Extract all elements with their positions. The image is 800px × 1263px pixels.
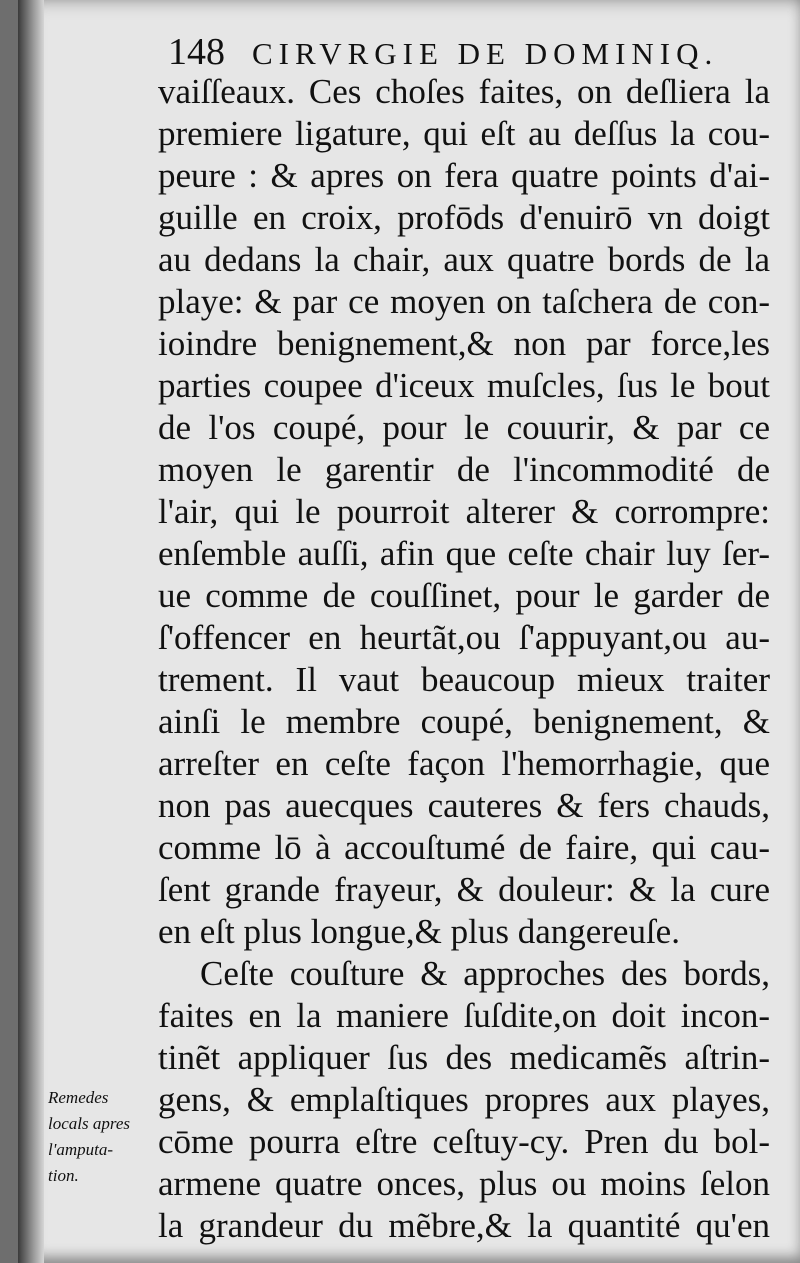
text-line: playe: & par ce moyen on taſchera de con- — [158, 282, 770, 321]
page-number: 148 — [168, 31, 225, 73]
text-line: parties coupee d'iceux muſcles, ſus le bout — [158, 366, 770, 405]
text-line: arreſter en ceſte façon l'hemorrhagie, que — [158, 744, 770, 783]
text-line: de l'os coupé, pour le couurir, & par ce — [158, 408, 770, 447]
text-line: armene quatre onces, plus ou moins ſelon — [158, 1164, 770, 1203]
text-line: ſ'offencer en heurtãt,ou ſ'appuyant,ou au- — [158, 618, 770, 657]
margin-note-line: l'amputa- — [48, 1140, 114, 1159]
text-line: en eſt plus longue,& plus dangereuſe. — [158, 912, 680, 951]
text-line: ue comme de couſſinet, pour le garder de — [158, 576, 770, 615]
text-line: guille en croix, profōds d'enuirō vn doigt — [158, 198, 770, 237]
text-line: tinẽt appliquer ſus des medicamẽs aſtrin- — [158, 1038, 770, 1077]
text-line: ainſi le membre coupé, benignement, & — [158, 702, 770, 741]
text-line: trement. Il vaut beaucoup mieux traiter — [158, 660, 770, 699]
margin-note-line: locals apres — [48, 1114, 131, 1133]
text-line: non pas auecques cauteres & fers chauds, — [158, 786, 770, 825]
text-line: gens, & emplaſtiques propres aux playes, — [158, 1080, 770, 1119]
text-line: faites en la maniere ſuſdite,on doit incon- — [158, 996, 770, 1035]
text-line: ſent grande frayeur, & douleur: & la cure — [158, 870, 770, 909]
text-line: peure : & apres on fera quatre points d'ai- — [158, 156, 770, 195]
text-line: premiere ligature, qui eſt au deſſus la cou- — [158, 114, 770, 153]
margin-note — [48, 1085, 148, 1189]
text-line: au dedans la chair, aux quatre bords de la — [158, 240, 770, 279]
text-line: cōme pourra eſtre ceſtuy-cy. Pren du bol- — [158, 1122, 770, 1161]
text-line: comme lō à accouſtumé de faire, qui cau- — [158, 828, 770, 867]
margin-note-line: Remedes — [48, 1088, 109, 1107]
text-line: l'air, qui le pourroit alterer & corrompre: — [158, 492, 770, 531]
margin-note-line: tion. — [48, 1166, 79, 1185]
text-line: moyen le garentir de l'incommodité de — [158, 450, 770, 489]
text-line: Ceſte couſture & approches des bords, — [200, 954, 770, 993]
text-line: vaiſſeaux. Ces choſes faites, on deſliera la — [158, 72, 770, 111]
text-line: enſemble auſſi, afin que ceſte chair luy ſer- — [158, 534, 770, 573]
running-head: CIRVRGIE DE DOMINIQ. — [252, 36, 719, 71]
text-line: la grandeur du mẽbre,& la quantité qu'en — [158, 1206, 770, 1245]
text-line: ioindre benignement,& non par force,les — [158, 324, 770, 363]
